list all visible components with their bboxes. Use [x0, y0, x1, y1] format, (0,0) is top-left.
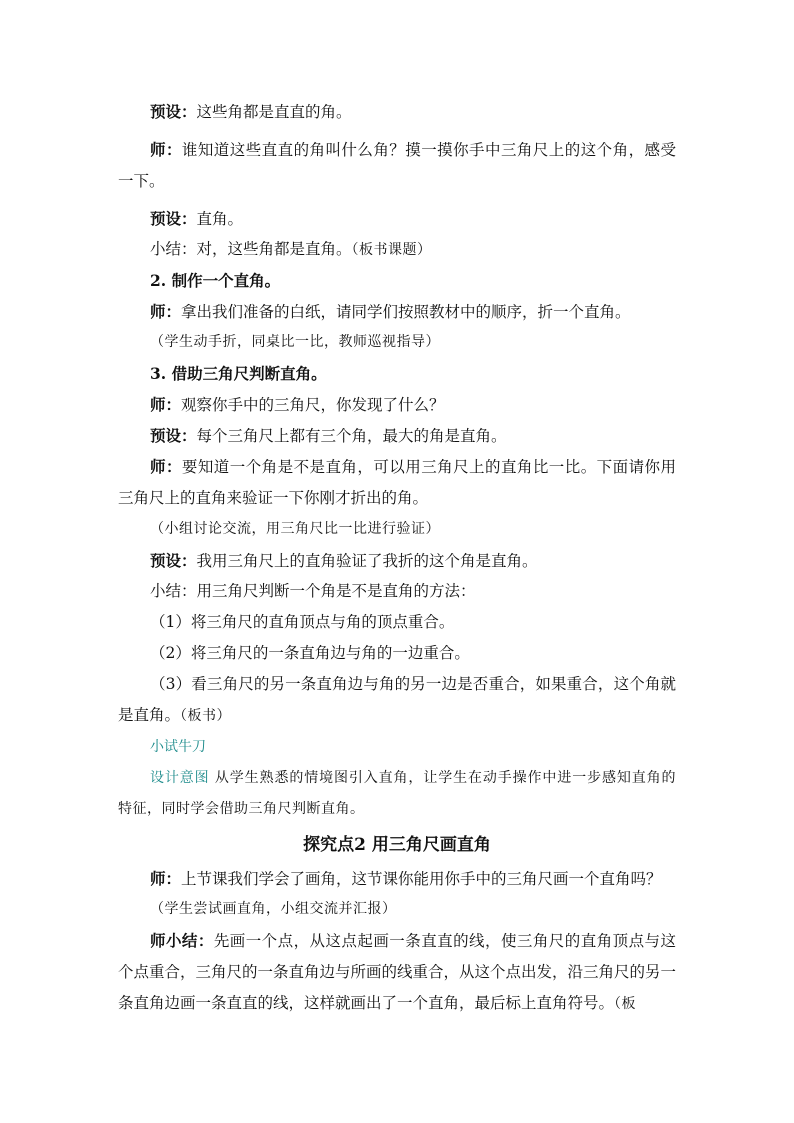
- preset-text: 我用三角尺上的直角验证了我折的这个角是直角。: [196, 552, 538, 570]
- method-step-text: （1）将三角尺的直角顶点与角的顶点重合。: [150, 613, 455, 631]
- teacher-text: 谁知道这些直直的角叫什么角？摸一摸你手中三角尺上的这个角，感受一下。: [118, 141, 676, 190]
- teacher-explanation: [118, 451, 676, 514]
- method-step-text: （2）将三角尺的一条直角边与角的一边重合。: [150, 644, 470, 662]
- activity-note-2: [118, 514, 676, 545]
- section-title: 探究点2 用三角尺画直角: [303, 835, 491, 855]
- activity-note-text: （小组讨论交流，用三角尺比一比进行验证）: [150, 521, 440, 537]
- preset-label: 预设：: [150, 426, 197, 445]
- teacher-text: 观察你手中的三角尺，你发现了什么？: [181, 396, 445, 414]
- teacher-label: 师：: [150, 869, 182, 888]
- step-title: 2. 制作一个直角。: [150, 271, 281, 290]
- activity-note-text: （学生尝试画直角，小组交流并汇报）: [150, 901, 397, 917]
- preset-label: 预设：: [150, 209, 197, 228]
- activity-note-3: [118, 894, 676, 925]
- activity-note-1: [118, 327, 676, 358]
- section-heading: [118, 827, 676, 863]
- design-intent-text: 从学生熟悉的情境图引入直角，让学生在动手操作中进一步感知直角的特征，同时学会借助三角尺判断直角。: [118, 770, 677, 817]
- teacher-summary: [118, 925, 676, 1020]
- board-note: （板书）: [180, 708, 232, 724]
- step-heading-2: [118, 265, 676, 296]
- preset-line-2: [118, 203, 676, 234]
- practice-title: 小试牛刀: [150, 739, 206, 755]
- teacher-label: 师：: [150, 140, 182, 159]
- teacher-text: 上节课我们学会了画角，这节课你能用你手中的三角尺画一个直角吗？: [181, 870, 662, 888]
- teacher-label: 师：: [150, 302, 182, 321]
- preset-text: 直角。: [196, 210, 244, 228]
- preset-text: 这些角都是直直的角。: [196, 103, 352, 121]
- document-page: [118, 96, 676, 1020]
- teacher-question-4: [118, 863, 676, 894]
- summary-line-2: [118, 576, 676, 607]
- method-step-1: [118, 607, 676, 638]
- practice-label: [118, 732, 676, 763]
- teacher-instruction-2: [118, 296, 676, 327]
- teacher-question-3: [118, 389, 676, 420]
- preset-line-1: [118, 96, 676, 127]
- board-note: （板: [614, 996, 637, 1012]
- teacher-text: 要知道一个角是不是直角，可以用三角尺上的直角比一比。下面请你用三角尺上的直角来验证一下你刚才折出的角。: [118, 458, 676, 507]
- teacher-summary-label: 师小结：: [150, 931, 214, 950]
- preset-label: 预设：: [150, 102, 197, 121]
- teacher-text: 拿出我们准备的白纸，请同学们按照教材中的顺序，折一个直角。: [181, 303, 631, 321]
- step-heading-3: [118, 358, 676, 389]
- step-title: 3. 借助三角尺判断直角。: [150, 364, 327, 383]
- summary-text: 小结：对，这些角都是直角。: [150, 240, 352, 258]
- method-step-2: [118, 638, 676, 669]
- teacher-label: 师：: [150, 395, 182, 414]
- preset-line-4: [118, 545, 676, 576]
- design-intent: [118, 763, 676, 825]
- method-step-3: [118, 669, 676, 732]
- board-note: （板书课题）: [351, 242, 432, 258]
- summary-text: 小结：用三角尺判断一个角是不是直角的方法：: [150, 582, 476, 600]
- teacher-question-1: [118, 134, 676, 197]
- preset-line-3: [118, 420, 676, 451]
- method-step-text: （3）看三角尺的另一条直角边与角的另一边是否重合，如果重合，这个角就是直角。: [118, 675, 676, 724]
- teacher-label: 师：: [150, 457, 182, 476]
- activity-note-text: （学生动手折，同桌比一比，教师巡视指导）: [150, 334, 440, 350]
- preset-label: 预设：: [150, 551, 197, 570]
- summary-line-1: [118, 234, 676, 265]
- preset-text: 每个三角尺上都有三个角，最大的角是直角。: [196, 427, 507, 445]
- design-intent-label: 设计意图: [150, 770, 210, 786]
- teacher-summary-text: 先画一个点，从这点起画一条直直的线，使三角尺的直角顶点与这个点重合，三角尺的一条直角边与所画的线重合，从这个点出发，沿三角尺的另一条直角边画一条直直的线，这样就画出了一个直角，最后标上直角符号。: [118, 932, 677, 1012]
